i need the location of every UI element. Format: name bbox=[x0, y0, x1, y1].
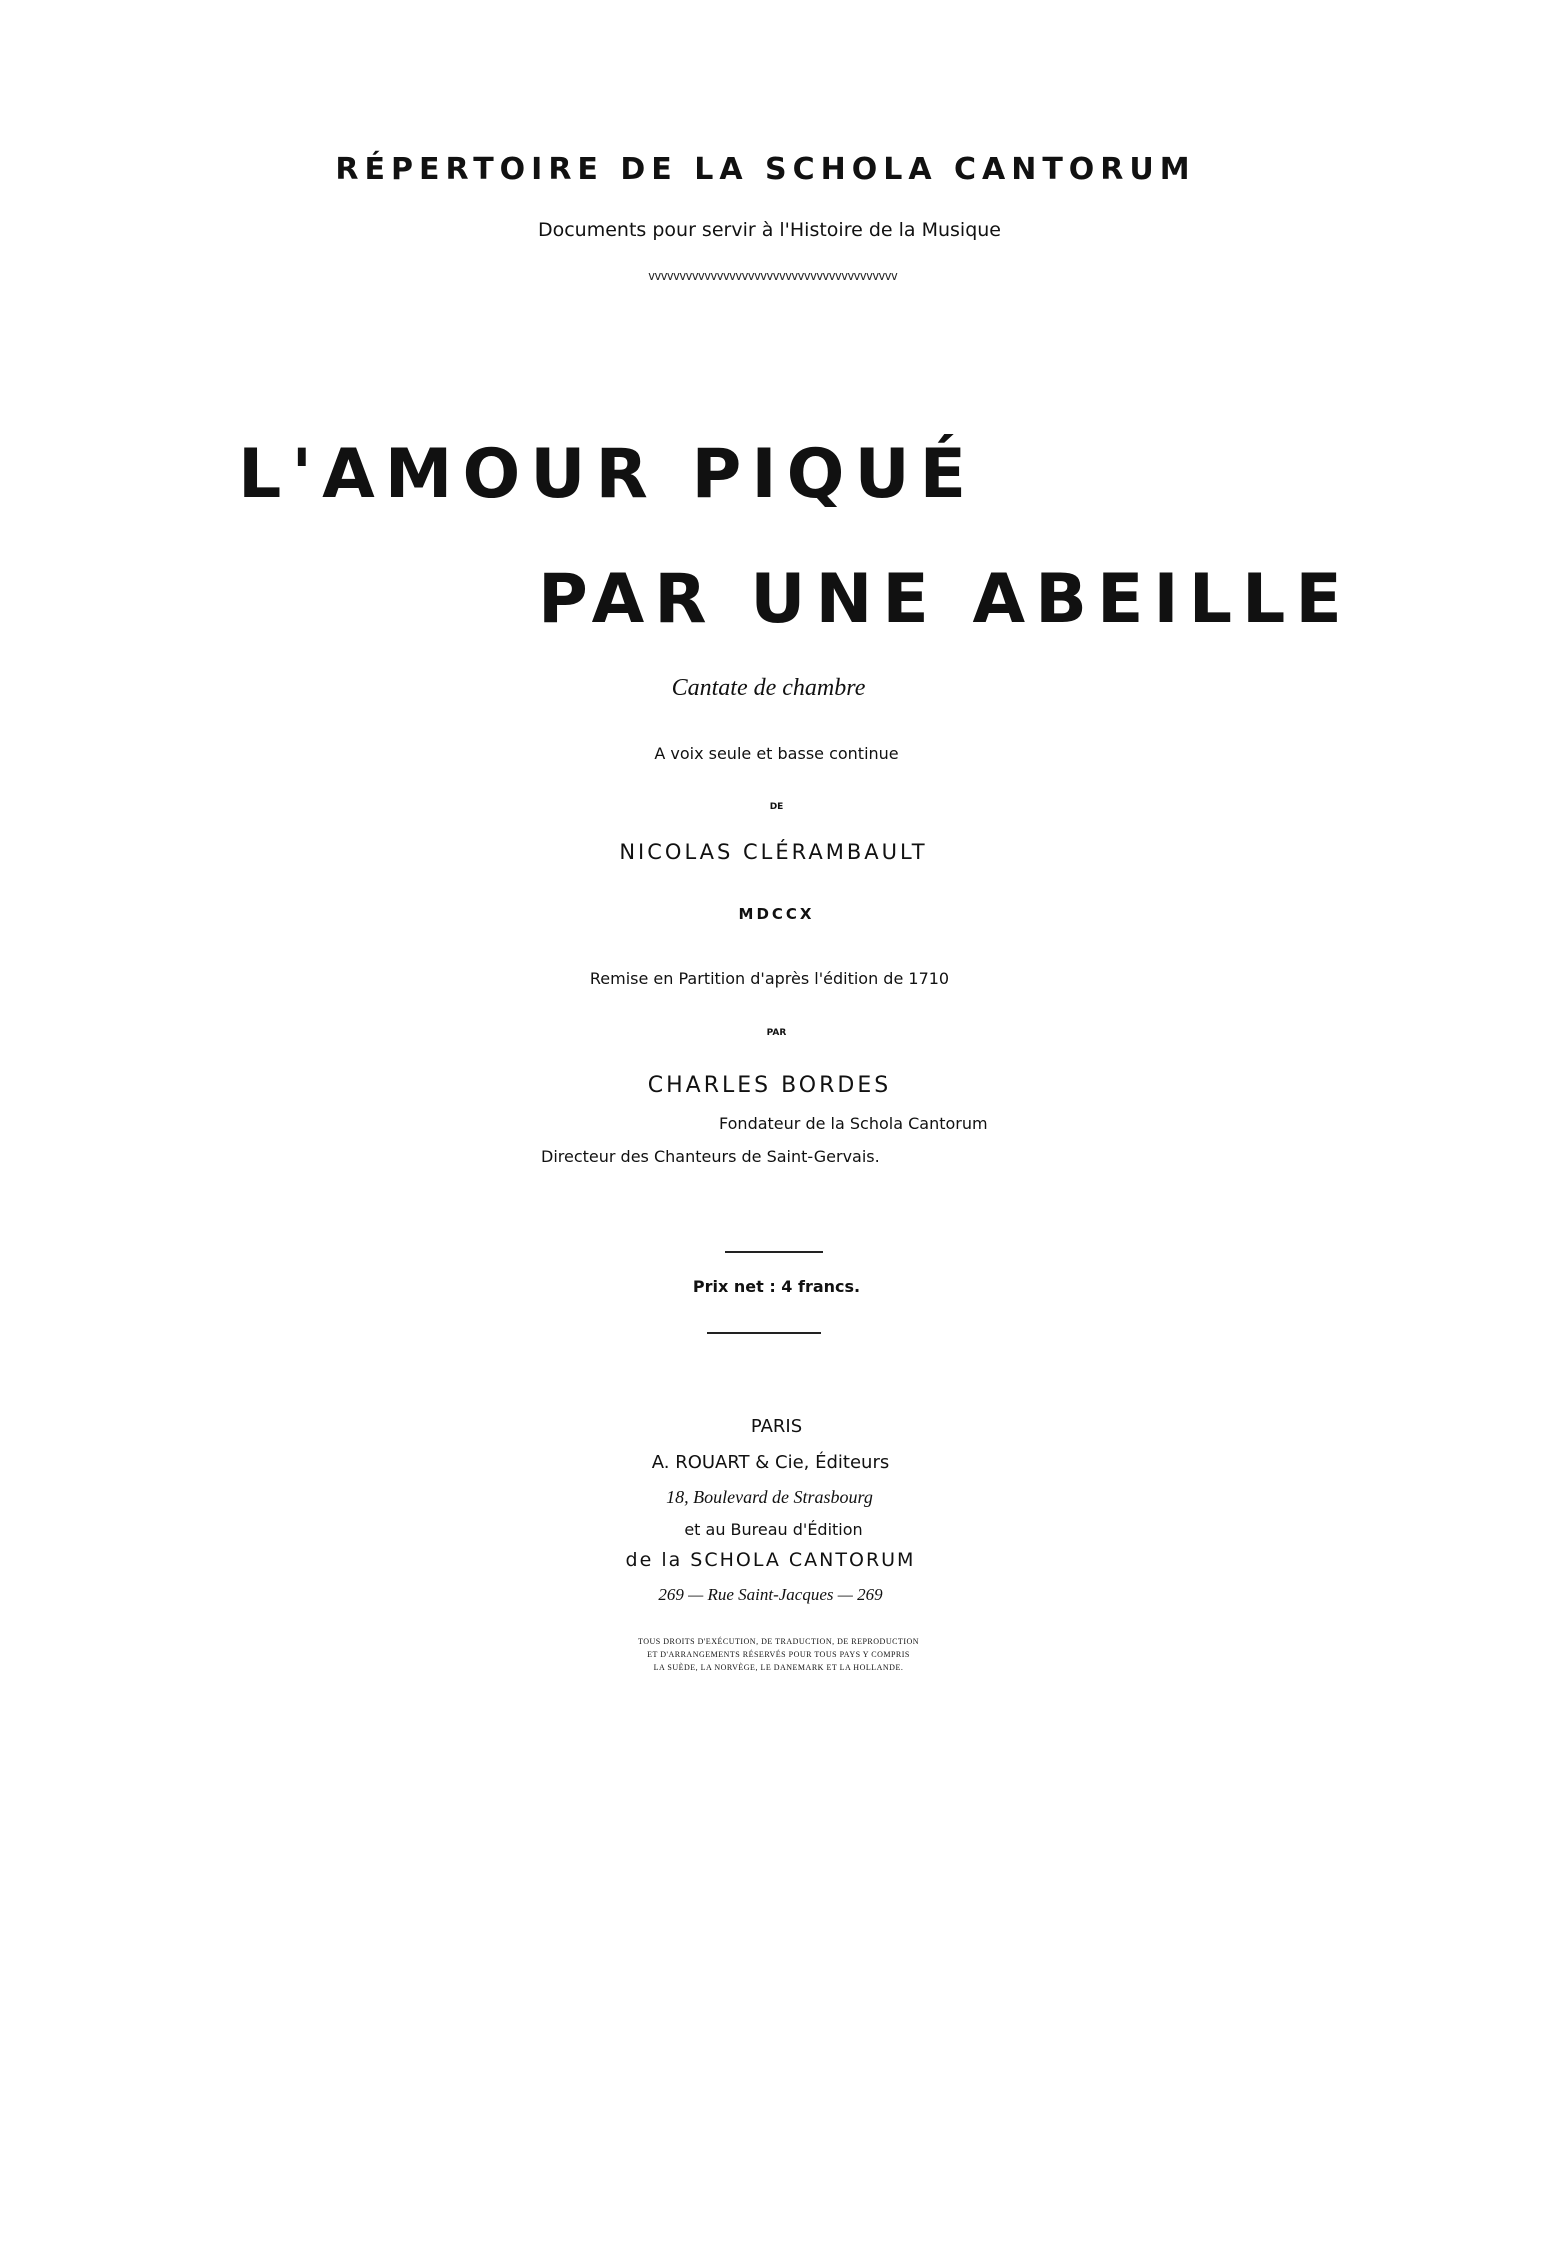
par-label: PAR bbox=[766, 1028, 787, 1038]
main-title-line2: PAR UNE ABEILLE bbox=[538, 560, 1352, 639]
bureau-intro: et au Bureau d'Édition bbox=[684, 1520, 863, 1539]
genre: Cantate de chambre bbox=[671, 675, 866, 701]
year: MDCCX bbox=[738, 905, 815, 923]
series-title: RÉPERTOIRE DE LA SCHOLA CANTORUM bbox=[335, 152, 1196, 187]
de-label: DE bbox=[769, 802, 784, 812]
composer-name: NICOLAS CLÉRAMBAULT bbox=[619, 840, 928, 864]
editor-name: CHARLES BORDES bbox=[647, 1073, 892, 1098]
editor-title-1: Fondateur de la Schola Cantorum bbox=[719, 1114, 988, 1133]
publisher-name: A. ROUART & Cie, Éditeurs bbox=[651, 1452, 890, 1473]
rights-line-1: TOUS DROITS D'EXÉCUTION, DE TRADUCTION, DE REPRODUCTION bbox=[637, 1637, 920, 1646]
publisher-address: 18, Boulevard de Strasbourg bbox=[666, 1487, 873, 1507]
bureau-address: 269 — Rue Saint-Jacques — 269 bbox=[658, 1585, 883, 1604]
main-title-line1: L'AMOUR PIQUÉ bbox=[238, 435, 977, 514]
bureau-name: de la SCHOLA CANTORUM bbox=[625, 1549, 916, 1571]
rights-line-3: LA SUÈDE, LA NORVÈGE, LE DANEMARK ET LA HOLLANDE. bbox=[653, 1663, 904, 1672]
divider-top bbox=[725, 1251, 823, 1253]
scoring: A voix seule et basse continue bbox=[654, 744, 899, 763]
editor-title-2: Directeur des Chanteurs de Saint-Gervais. bbox=[541, 1147, 880, 1166]
ornament-rule: vvvvvvvvvvvvvvvvvvvvvvvvvvvvvvvvvvvvvvvv bbox=[648, 269, 897, 283]
price: Prix net : 4 francs. bbox=[692, 1277, 861, 1296]
divider-bottom bbox=[707, 1332, 821, 1334]
series-subtitle: Documents pour servir à l'Histoire de la Musique bbox=[537, 219, 1001, 241]
publisher-city: PARIS bbox=[750, 1416, 803, 1437]
edition-note: Remise en Partition d'après l'édition de 1710 bbox=[589, 969, 950, 988]
rights-line-2: ET D'ARRANGEMENTS RÉSERVÉS POUR TOUS PAYS Y COMPRIS bbox=[647, 1650, 910, 1659]
